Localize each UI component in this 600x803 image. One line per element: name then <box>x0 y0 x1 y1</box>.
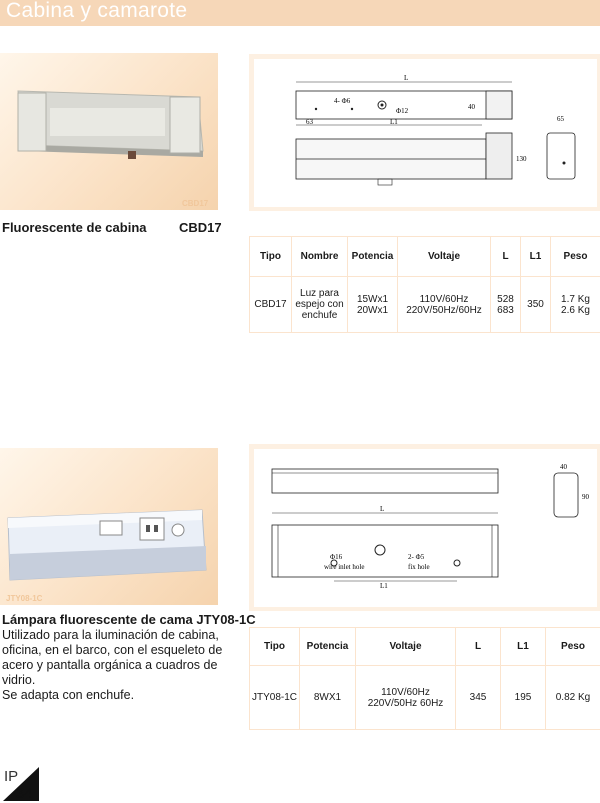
cell-peso: 0.82 Kg <box>546 666 600 730</box>
col-l: L <box>456 628 501 666</box>
col-voltaje: Voltaje <box>398 237 491 277</box>
table-header-row <box>250 628 600 666</box>
col-voltaje: Voltaje <box>356 628 456 666</box>
cell-l1: 350 <box>521 277 551 333</box>
hole-label-2: 2- Φ5 <box>408 553 425 561</box>
table-header-row <box>250 237 600 277</box>
product-code-cbd17: CBD17 <box>179 220 222 235</box>
hole-label-1-desc: wire inlet hole <box>324 563 365 571</box>
col-peso: Peso <box>551 237 600 277</box>
page-number: 34 <box>16 785 33 802</box>
cell-l: 345 <box>456 666 501 730</box>
col-potencia: Potencia <box>348 237 398 277</box>
cell-voltaje: 110V/60Hz 220V/50Hz 60Hz <box>356 666 456 730</box>
description-line: Se adapta con enchufe. <box>2 688 135 702</box>
hole-label-1: 4- Φ6 <box>334 97 351 105</box>
drawing-svg <box>254 449 597 607</box>
dim-L: L <box>380 505 385 513</box>
page-title: Cabina y camarote <box>6 0 188 22</box>
col-tipo: Tipo <box>250 628 300 666</box>
cell-tipo: JTY08-1C <box>250 666 300 730</box>
hole-label-1: Φ16 <box>330 553 343 561</box>
hole-label-2: Φ12 <box>396 107 409 115</box>
lamp-illustration <box>0 448 218 605</box>
spec-table-jty08 <box>249 627 600 730</box>
col-peso: Peso <box>546 628 600 666</box>
col-potencia: Potencia <box>300 628 356 666</box>
dim-65: 65 <box>557 115 564 123</box>
product-title-jty08: Lámpara fluorescente de cama JTY08-1C <box>2 612 256 627</box>
product-photo-cbd17 <box>0 53 218 210</box>
drawing-svg <box>254 59 597 207</box>
dim-40: 40 <box>468 103 475 111</box>
lamp-illustration <box>0 53 218 210</box>
dim-40: 40 <box>560 463 567 471</box>
technical-drawing-cbd17 <box>249 54 600 211</box>
hole-label-2-desc: fix hole <box>408 563 430 571</box>
cell-potencia: 15Wx1 20Wx1 <box>348 277 398 333</box>
cell-tipo: CBD17 <box>250 277 292 333</box>
description-line: acero y pantalla orgánica a cuadros de <box>2 658 218 672</box>
description-line: Utilizado para la iluminación de cabina, <box>2 628 219 642</box>
cell-potencia: 8WX1 <box>300 666 356 730</box>
ip-badge-label: IP <box>4 768 19 785</box>
photo-tag: CBD17 <box>182 199 209 208</box>
dim-L1: L1 <box>390 118 398 126</box>
dim-L1: L1 <box>380 582 388 590</box>
col-l1: L1 <box>501 628 546 666</box>
product-photo-jty08 <box>0 448 218 605</box>
dim-90: 90 <box>582 493 589 501</box>
product-name-cbd17: Fluorescente de cabina <box>2 220 147 235</box>
cell-voltaje: 110V/60Hz 220V/50Hz/60Hz <box>398 277 491 333</box>
dim-130: 130 <box>516 155 527 163</box>
col-l1: L1 <box>521 237 551 277</box>
cell-l: 528 683 <box>491 277 521 333</box>
table-row <box>250 666 600 730</box>
dim-63: 63 <box>306 118 313 126</box>
description-line: oficina, en el barco, con el esqueleto de <box>2 643 223 657</box>
col-tipo: Tipo <box>250 237 292 277</box>
table-row <box>250 277 600 333</box>
technical-drawing-jty08 <box>249 444 600 611</box>
cell-peso: 1.7 Kg 2.6 Kg <box>551 277 600 333</box>
col-l: L <box>491 237 521 277</box>
cell-l1: 195 <box>501 666 546 730</box>
col-nombre: Nombre <box>292 237 348 277</box>
spec-table-cbd17 <box>249 236 600 333</box>
product-description <box>2 628 247 703</box>
photo-tag: JTY08-1C <box>6 594 43 603</box>
cell-nombre: Luz para espejo con enchufe <box>292 277 348 333</box>
dim-L: L <box>404 74 409 82</box>
description-line: vidrio. <box>2 673 36 687</box>
